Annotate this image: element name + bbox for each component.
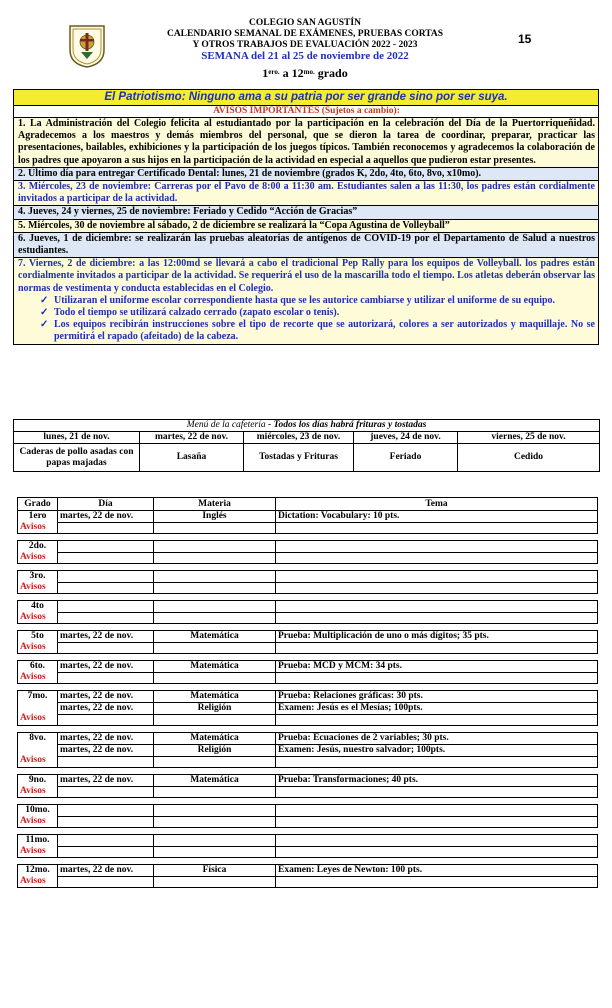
exam-avisos-label: Avisos: [20, 786, 46, 796]
exam-avisos-label: Avisos: [20, 755, 46, 765]
exam-subject: Inglés: [154, 511, 276, 523]
aviso-item-1: 1. La Administración del Colegio felicita al estudiantado por la participación en la celebración del Día de la Puertorriqueñidad. Agradecemos a los maestros y demás miembros del personal, que se dieron la tarea de coordinar, preparar, practicar las presentaciones, bailables, exhibiciones y la participación de los juegos típicos. También reconocemos y agradecemos la colaboración de los padres que apoyaron a sus hijos en la participación de la actividad en especial a aquellos que pudieron estar presentes.: [14, 118, 599, 168]
exam-day: martes, 22 de nov.: [58, 733, 154, 745]
exam-row: [18, 745, 598, 757]
exam-empty-cell: [276, 787, 598, 798]
exam-row-blank: [18, 523, 598, 534]
exam-grade: 7mo.: [27, 691, 48, 701]
exam-grade: 9no.: [28, 775, 47, 785]
exam-row-blank: [18, 673, 598, 684]
exam-topic: Examen: Jesús es el Mesías; 100pts.: [276, 703, 598, 715]
exam-empty-cell: [58, 787, 154, 798]
aviso-item-4: 4. Jueves, 24 y viernes, 25 de noviembre: Feriado y Cedido “Acción de Gracias”: [14, 206, 599, 219]
exam-row-blank: [18, 643, 598, 654]
exam-grade-cell: [18, 691, 58, 726]
exam-grade: 2do.: [28, 541, 47, 551]
exam-row: [18, 775, 598, 787]
exam-spacer-cell: [18, 564, 598, 571]
exam-empty-cell: [58, 816, 154, 828]
exam-grade: 12mo.: [25, 865, 50, 875]
exam-row-blank: [18, 846, 598, 858]
exam-spacer: [18, 858, 598, 865]
exam-subject: [154, 805, 276, 817]
exam-spacer-cell: [18, 726, 598, 733]
exam-avisos-label: Avisos: [20, 713, 46, 723]
exam-empty-cell: [58, 643, 154, 654]
exam-row: [18, 805, 598, 817]
exam-grade-cell: [18, 631, 58, 654]
exam-topic: [276, 835, 598, 847]
exam-day: martes, 22 de nov.: [58, 703, 154, 715]
exam-day: martes, 22 de nov.: [58, 745, 154, 757]
exam-empty-cell: [276, 523, 598, 534]
exam-spacer-cell: [18, 624, 598, 631]
exam-grade-cell: [18, 511, 58, 534]
exam-topic: Examen: Jesús, nuestro salvador; 100pts.: [276, 745, 598, 757]
exam-empty-cell: [154, 582, 276, 594]
exam-row: [18, 541, 598, 553]
menu-day: lunes, 21 de nov.: [14, 432, 140, 444]
exam-avisos-label: Avisos: [20, 876, 46, 886]
exam-subject: Matemática: [154, 733, 276, 745]
exam-topic: Prueba: Ecuaciones de 2 variables; 30 pts.: [276, 733, 598, 745]
exam-spacer: [18, 534, 598, 541]
exam-row: [18, 703, 598, 715]
exam-day: martes, 22 de nov.: [58, 865, 154, 877]
exam-avisos-label: Avisos: [20, 612, 46, 622]
exam-grade: 6to.: [29, 661, 46, 671]
exam-spacer-cell: [18, 798, 598, 805]
exam-subject: [154, 541, 276, 553]
exam-topic: [276, 571, 598, 583]
exam-row-blank: [18, 582, 598, 594]
exam-avisos-label: Avisos: [20, 582, 46, 592]
exam-grade-cell: [18, 541, 58, 564]
menu-item: Cedido: [458, 444, 600, 472]
exam-spacer-cell: [18, 534, 598, 541]
menu-item: Caderas de pollo asadas con papas majadas: [14, 444, 140, 472]
exam-spacer: [18, 564, 598, 571]
exam-empty-cell: [276, 582, 598, 594]
exam-empty-cell: [58, 582, 154, 594]
exam-day: martes, 22 de nov.: [58, 631, 154, 643]
exam-empty-cell: [154, 877, 276, 888]
exam-day: martes, 22 de nov.: [58, 661, 154, 673]
cafeteria-menu: [13, 419, 599, 472]
menu-day: jueves, 24 de nov.: [354, 432, 458, 444]
aviso-item-7-text: 7. Viernes, 2 de diciembre: a las 12:00md se llevará a cabo el tradicional Pep Rally para los equipos de Volleyball. los padres están cordialmente invitados a participar de la actividad. Se requerirá el uso de la mascarilla todo el tiempo. Los atletas deberán observar las normas de vestimenta y conducta establecidas en el Colegio.: [18, 258, 595, 294]
aviso-check-2: ✓ Todo el tiempo se utilizará calzado cerrado (zapato escolar o tenis).: [18, 307, 595, 319]
aviso-item-5: 5. Miércoles, 30 de noviembre al sábado, 2 de diciembre se realizará la “Copa Agustina de Volleyball”: [14, 219, 599, 232]
menu-item: Lasaña: [140, 444, 244, 472]
exam-subject: Matemática: [154, 661, 276, 673]
school-name: COLEGIO SAN AGUSTÍN: [249, 18, 361, 28]
exam-grade-cell: [18, 775, 58, 798]
exam-subject: Matemática: [154, 775, 276, 787]
exam-day: [58, 601, 154, 613]
menu-day: martes, 22 de nov.: [140, 432, 244, 444]
exam-day: [58, 541, 154, 553]
col-header-subject: Materia: [154, 498, 276, 511]
exam-empty-cell: [58, 552, 154, 564]
exam-spacer-cell: [18, 828, 598, 835]
exam-empty-cell: [276, 757, 598, 768]
exam-empty-cell: [154, 643, 276, 654]
exam-empty-cell: [154, 757, 276, 768]
exam-row-blank: [18, 715, 598, 726]
exam-spacer: [18, 726, 598, 733]
menu-title: Menú de la cafetería - Todos los días habrá frituras y tostadas: [14, 420, 600, 432]
aviso-item-6: 6. Jueves, 1 de diciembre: se realizarán las pruebas aleatorias de antígenos de COVID-19 por el Departamento de Salud a nuestros estudiantes.: [14, 232, 599, 257]
exam-empty-cell: [58, 612, 154, 624]
exam-spacer-cell: [18, 768, 598, 775]
exam-grade: 8vo.: [29, 733, 46, 743]
exam-row-blank: [18, 816, 598, 828]
exam-spacer-cell: [18, 654, 598, 661]
exam-subject: Religión: [154, 703, 276, 715]
exam-subject: Matemática: [154, 631, 276, 643]
exam-topic: Prueba: Multiplicación de uno o más dígitos; 35 pts.: [276, 631, 598, 643]
exam-spacer-cell: [18, 684, 598, 691]
exam-spacer-cell: [18, 858, 598, 865]
exam-subject: [154, 601, 276, 613]
exam-subject: [154, 571, 276, 583]
exam-subject: Matemática: [154, 691, 276, 703]
exam-row: [18, 661, 598, 673]
exam-row: [18, 511, 598, 523]
menu-day: miércoles, 23 de nov.: [244, 432, 354, 444]
exam-avisos-label: Avisos: [20, 552, 46, 562]
exam-spacer: [18, 684, 598, 691]
exam-day: [58, 835, 154, 847]
exam-topic: [276, 601, 598, 613]
exam-header-row: [18, 498, 598, 511]
exam-empty-cell: [276, 816, 598, 828]
exam-day: martes, 22 de nov.: [58, 691, 154, 703]
exam-topic: Examen: Leyes de Newton: 100 pts.: [276, 865, 598, 877]
header-line-2: Y OTROS TRABAJOS DE EVALUACIÓN 2022 - 2023: [192, 40, 418, 50]
exam-grade: 10mo.: [25, 805, 50, 815]
exam-row-blank: [18, 757, 598, 768]
header-line-1: CALENDARIO SEMANAL DE EXÁMENES, PRUEBAS CORTAS: [166, 29, 444, 39]
exam-grade: 11mo.: [25, 835, 50, 845]
exam-spacer: [18, 654, 598, 661]
exam-day: martes, 22 de nov.: [58, 511, 154, 523]
exam-empty-cell: [154, 612, 276, 624]
grade-range: $1^{ero.}$ a $12^{mo.}$ grado: [262, 66, 348, 80]
exam-empty-cell: [154, 816, 276, 828]
exam-grade: 5to: [31, 631, 44, 641]
exam-empty-cell: [154, 715, 276, 726]
menu-day: viernes, 25 de nov.: [458, 432, 600, 444]
exam-subject: Religión: [154, 745, 276, 757]
exam-spacer: [18, 594, 598, 601]
exam-empty-cell: [154, 552, 276, 564]
exam-grade-cell: [18, 865, 58, 888]
exam-subject: Física: [154, 865, 276, 877]
exam-avisos-label: Avisos: [20, 522, 46, 532]
page-number: 15: [518, 32, 532, 46]
motto-banner: El Patriotismo: Ninguno ama a su patria por ser grande sino por ser suya.: [13, 89, 599, 106]
exam-empty-cell: [154, 523, 276, 534]
exam-grade-cell: [18, 805, 58, 828]
exam-day: [58, 571, 154, 583]
exam-topic: Dictation: Vocabulary: 10 pts.: [276, 511, 598, 523]
exam-empty-cell: [58, 673, 154, 684]
exam-row: [18, 571, 598, 583]
exam-row-blank: [18, 877, 598, 888]
exam-row: [18, 691, 598, 703]
exam-avisos-label: Avisos: [20, 642, 46, 652]
exam-grade: 4to: [31, 601, 44, 611]
exam-spacer: [18, 624, 598, 631]
exam-grade-cell: [18, 601, 58, 624]
exam-empty-cell: [154, 846, 276, 858]
exam-grade-cell: [18, 835, 58, 858]
week-range: SEMANA del 21 al 25 de noviembre de 2022: [201, 50, 409, 62]
exam-avisos-label: Avisos: [20, 816, 46, 826]
exam-empty-cell: [58, 715, 154, 726]
exam-empty-cell: [154, 787, 276, 798]
menu-item: Tostadas y Frituras: [244, 444, 354, 472]
exam-empty-cell: [58, 757, 154, 768]
exam-grade: 1ero: [28, 511, 47, 521]
col-header-grade: Grado: [18, 498, 58, 511]
exam-topic: Prueba: Transformaciones; 40 pts.: [276, 775, 598, 787]
exam-grade-cell: [18, 733, 58, 768]
aviso-check-1: ✓ Utilizaran el uniforme escolar correspondiente hasta que se les autorice cambiarse y utilizar el uniforme de su equipo.: [18, 295, 595, 307]
aviso-check-3: ✓ Los equipos recibirán instrucciones sobre el tipo de recorte que se autorizará, colores a ser autorizados y maquillaje. No se permitirá el rapado (afeitado) de la cabeza.: [18, 319, 595, 343]
exam-topic: [276, 541, 598, 553]
col-header-day: Día: [58, 498, 154, 511]
exam-schedule: [17, 497, 597, 888]
exam-empty-cell: [276, 673, 598, 684]
exam-row-blank: [18, 552, 598, 564]
exam-row: [18, 865, 598, 877]
exam-subject: [154, 835, 276, 847]
aviso-item-3: 3. Miércoles, 23 de noviembre: Carreras por el Pavo de 8:00 a 11:30 am. Estudiantes salen a las 11:30, los padres están cordialmente invitados a participar de la actividad.: [14, 181, 599, 206]
exam-avisos-label: Avisos: [20, 846, 46, 856]
exam-empty-cell: [276, 552, 598, 564]
exam-empty-cell: [154, 673, 276, 684]
exam-day: martes, 22 de nov.: [58, 775, 154, 787]
exam-spacer: [18, 828, 598, 835]
exam-row: [18, 835, 598, 847]
exam-grade-cell: [18, 571, 58, 594]
exam-empty-cell: [276, 715, 598, 726]
exam-grade-cell: [18, 661, 58, 684]
exam-spacer: [18, 768, 598, 775]
document-header: [0, 14, 612, 88]
exam-row-blank: [18, 612, 598, 624]
exam-spacer-cell: [18, 594, 598, 601]
avisos-title: AVISOS IMPORTANTES (Sujetos a cambio):: [14, 106, 599, 118]
exam-row: [18, 601, 598, 613]
exam-row-blank: [18, 787, 598, 798]
exam-empty-cell: [58, 523, 154, 534]
exam-topic: Prueba: Relaciones gráficas: 30 pts.: [276, 691, 598, 703]
col-header-topic: Tema: [276, 498, 598, 511]
exam-row: [18, 733, 598, 745]
menu-item: Feriado: [354, 444, 458, 472]
exam-topic: Prueba: MCD y MCM: 34 pts.: [276, 661, 598, 673]
aviso-item-7: [14, 258, 599, 344]
exam-avisos-label: Avisos: [20, 672, 46, 682]
exam-spacer: [18, 798, 598, 805]
school-seal-icon: [68, 24, 106, 68]
exam-grade: 3ro.: [29, 571, 46, 581]
exam-empty-cell: [276, 612, 598, 624]
exam-empty-cell: [276, 643, 598, 654]
exam-empty-cell: [276, 846, 598, 858]
exam-empty-cell: [276, 877, 598, 888]
exam-row: [18, 631, 598, 643]
exam-empty-cell: [58, 846, 154, 858]
exam-topic: [276, 805, 598, 817]
avisos-section: [13, 105, 599, 345]
aviso-item-2: 2. Último día para entregar Certificado Dental: lunes, 21 de noviembre (grados K, 2do, 4to, 6to, 8vo, x10mo).: [14, 167, 599, 180]
menu-items-row: [14, 444, 600, 472]
exam-day: [58, 805, 154, 817]
menu-days-row: [14, 432, 600, 444]
exam-empty-cell: [58, 877, 154, 888]
